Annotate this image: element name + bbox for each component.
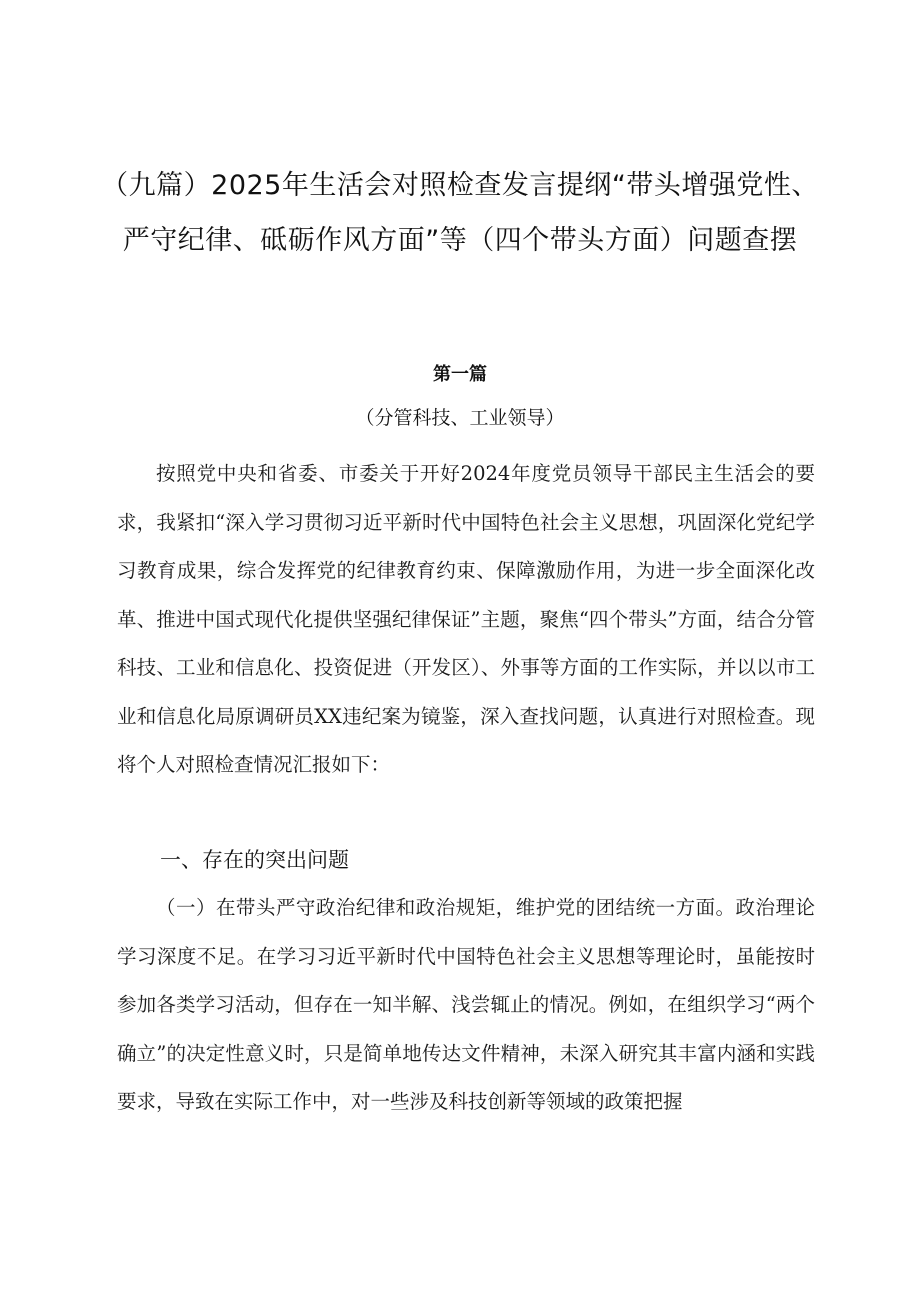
document-title: （九篇）2025年生活会对照检查发言提纲“带头增强党性、严守纪律、砥砺作风方面”等（四个带头方面）问题查摆 <box>101 170 819 256</box>
document-subtitle: （分管科技、工业领导） <box>355 407 565 429</box>
chapter-label: 第一篇 <box>433 364 487 385</box>
intro-paragraph: 按照党中央和省委、市委关于开好2024年度党员领导干部民主生活会的要求，我紧扣“深入学习贯彻习近平新时代中国特色社会主义思想，巩固深化党纪学习教育成果，综合发挥党的纪律教育约束、保障激励作用，为进一步全面深化改革、推进中国式现代化提供坚强纪律保证”主题，聚焦“四个带头”方面，结合分管科技、工业和信息化、投资促进（开发区）、外事等方面的工作实际，并以以市工业和信息化局原调研员XX违纪案为镜鉴，深入查找问题，认真进行对照检查。现将个人对照检查情况汇报如下： <box>117 462 815 776</box>
section-paragraph: （一）在带头严守政治纪律和政治规矩，维护党的团结统一方面。政治理论学习深度不足。在学习习近平新时代中国特色社会主义思想等理论时，虽能按时参加各类学习活动，但存在一知半解、浅尝辄止的情况。例如，在组织学习“两个确立”的决定性意义时，只是简单地传达文件精神，未深入研究其丰富内涵和实践要求，导致在实际工作中，对一些涉及科技创新等领域的政策把握 <box>117 896 815 1113</box>
section-heading: 一、存在的突出问题 <box>160 848 349 872</box>
